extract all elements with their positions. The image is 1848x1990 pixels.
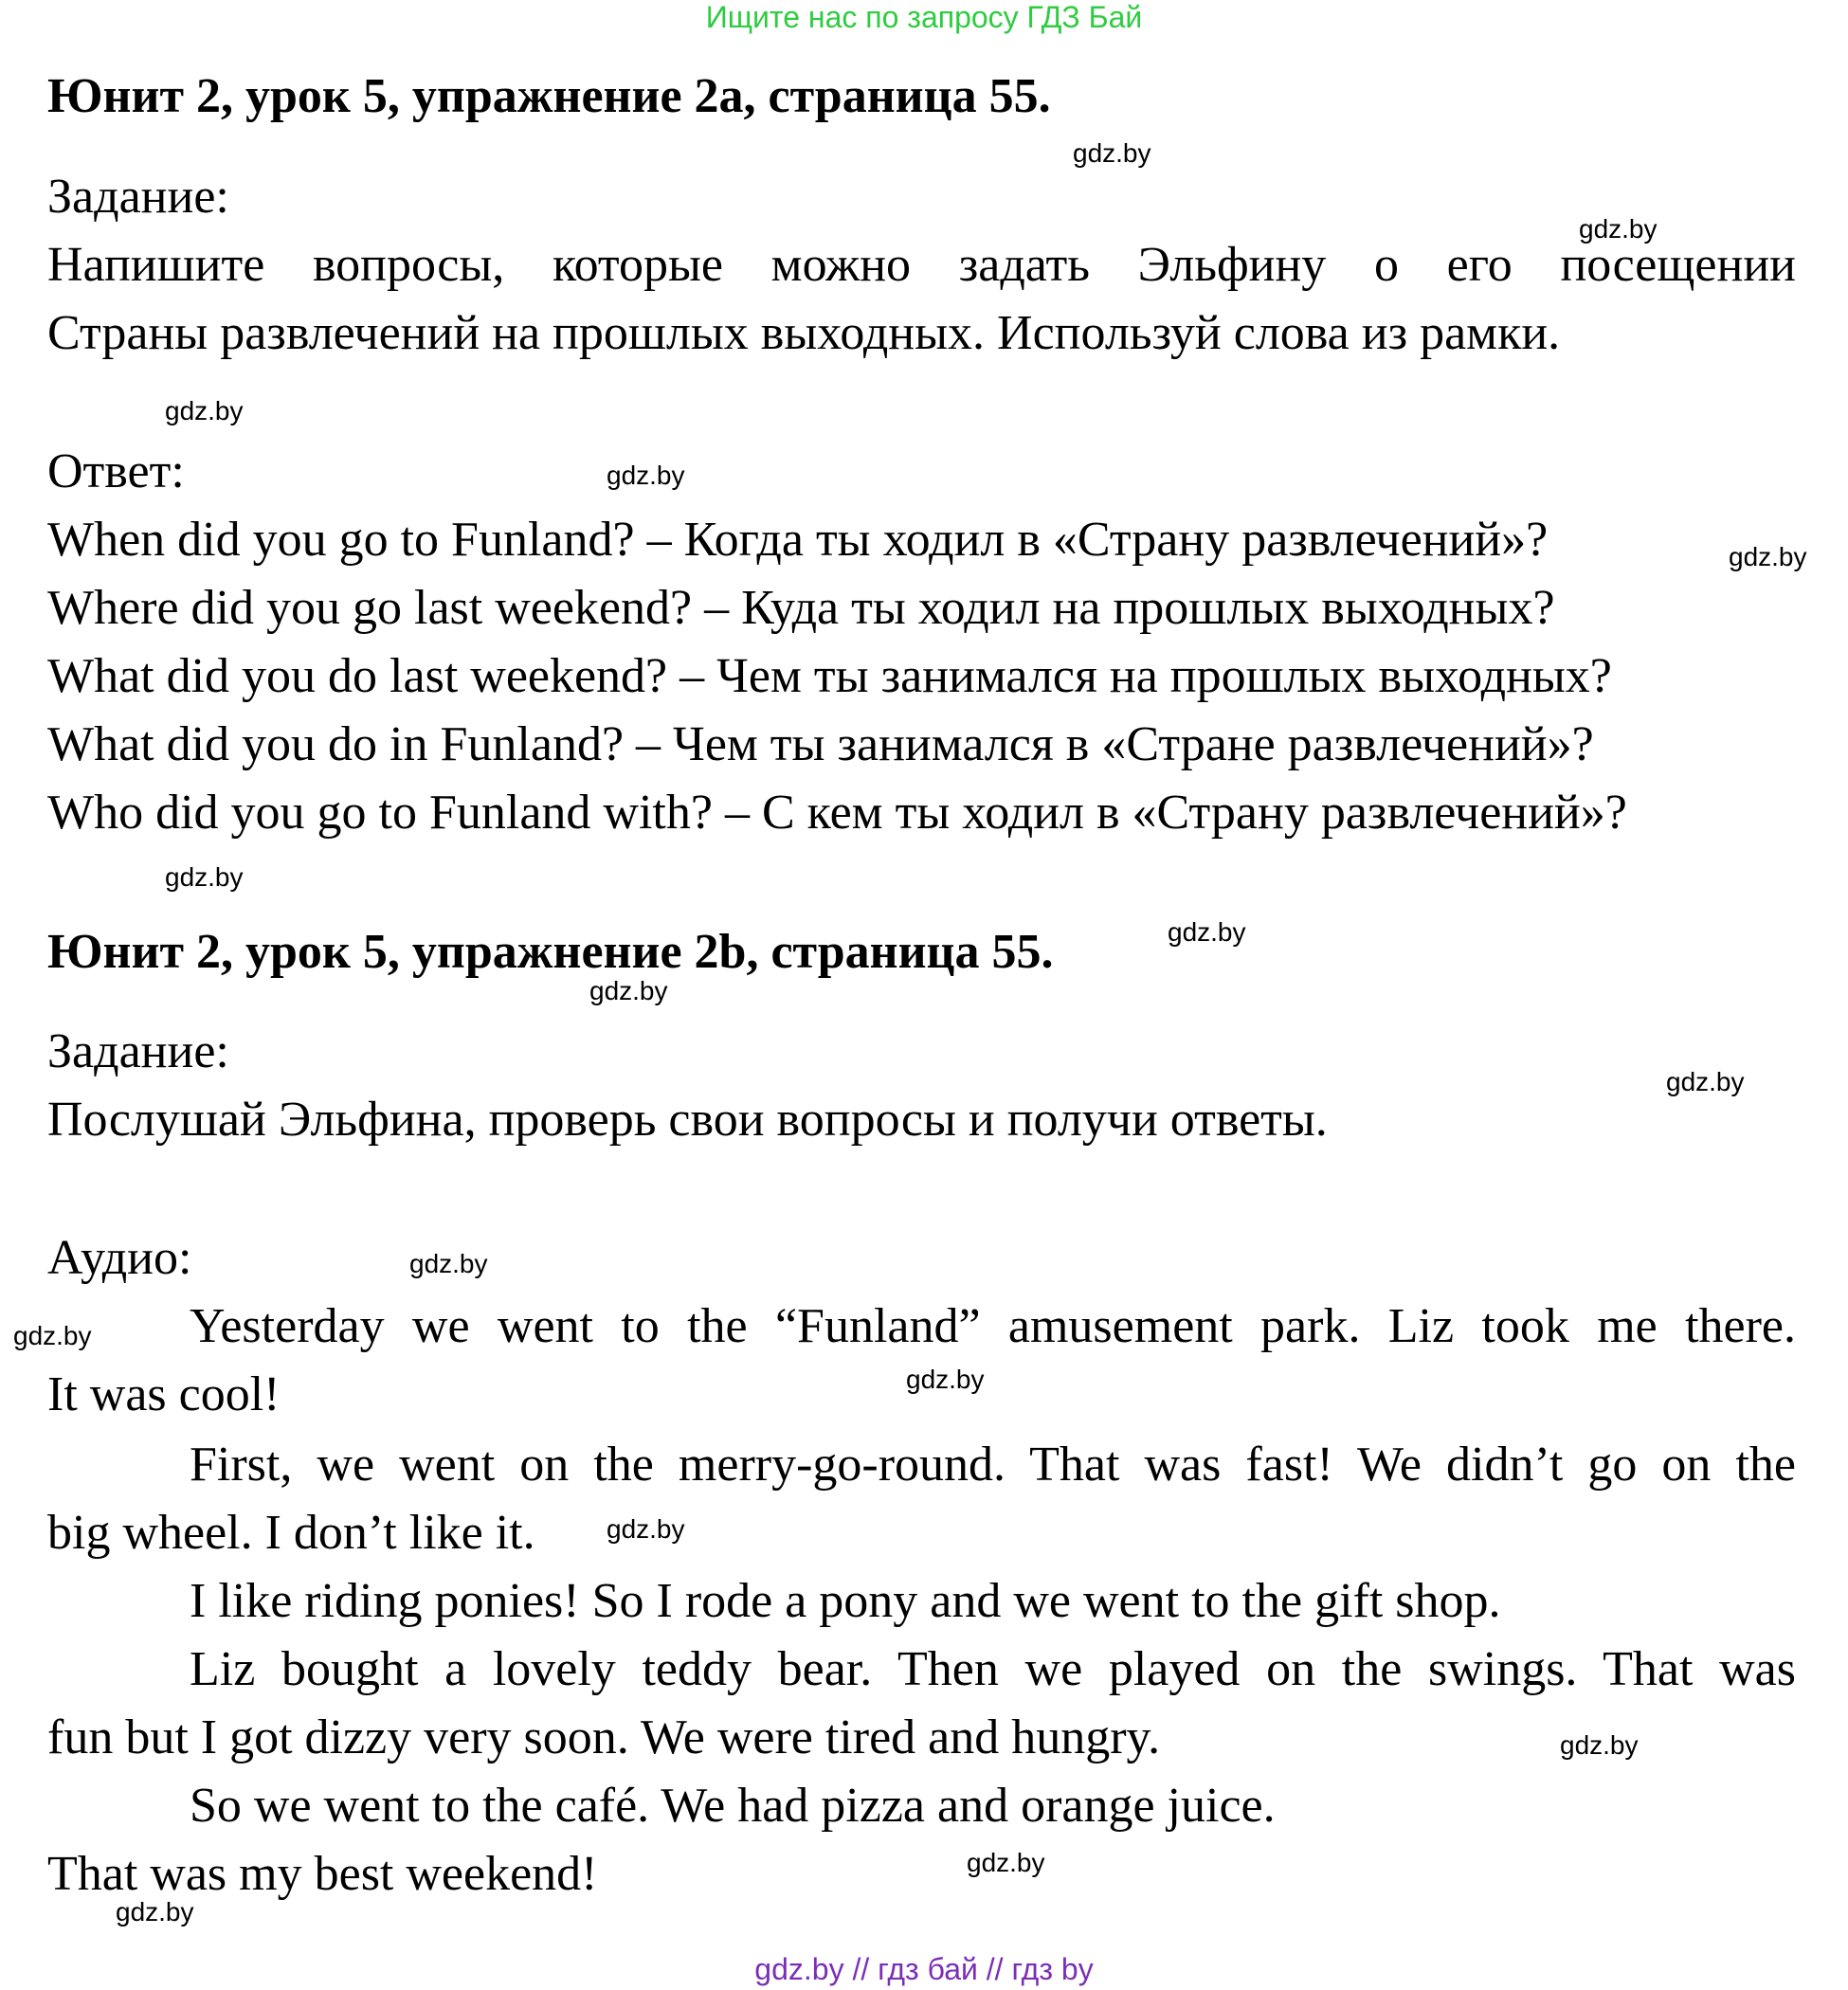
task-label-2a: Задание: [47, 170, 229, 224]
watermark: gdz.by [1168, 917, 1246, 947]
audio-line-6: Liz bought a lovely teddy bear. Then we played on the swings. That was [190, 1642, 1796, 1696]
answer-line-2: Where did you go last weekend? – Куда ты ходил на прошлых выходных? [47, 581, 1555, 635]
watermark: gdz.by [13, 1321, 92, 1350]
audio-label: Аудио: [47, 1231, 192, 1285]
watermark: gdz.by [607, 1514, 685, 1544]
audio-line-8: So we went to the café. We had pizza and orange juice. [190, 1779, 1276, 1833]
answer-line-5: Who did you go to Funland with? – С кем ты ходил в «Страну развлечений»? [47, 786, 1627, 840]
watermark: gdz.by [409, 1249, 488, 1278]
top-banner: Ищите нас по запросу ГДЗ Бай [705, 0, 1143, 34]
watermark: gdz.by [1579, 214, 1658, 244]
audio-line-7: fun but I got dizzy very soon. We were tired and hungry. [47, 1710, 1161, 1764]
audio-line-2: It was cool! [47, 1367, 281, 1421]
task-line-2b: Послушай Эльфина, проверь свои вопросы и получи ответы. [47, 1093, 1328, 1147]
watermark: gdz.by [967, 1848, 1045, 1877]
audio-line-3: First, we went on the merry-go-round. That was fast! We didn’t go on the [190, 1438, 1796, 1492]
watermark: gdz.by [589, 976, 668, 1005]
watermark: gdz.by [1729, 542, 1807, 571]
answer-line-1: When did you go to Funland? – Когда ты ходил в «Страну развлечений»? [47, 513, 1549, 567]
answer-label-2a: Ответ: [47, 444, 185, 498]
watermark: gdz.by [607, 461, 685, 490]
exercise-2a-heading: Юнит 2, урок 5, упражнение 2a, страница 55. [47, 69, 1051, 123]
answer-line-3: What did you do last weekend? – Чем ты занимался на прошлых выходных? [47, 649, 1612, 703]
audio-line-1: Yesterday we went to the “Funland” amusement park. Liz took me there. [190, 1299, 1796, 1353]
bottom-footer: gdz.by // гдз бай // гдз by [754, 1952, 1094, 1986]
task-line-2a-1: Напишите вопросы, которые можно задать Эльфину о его посещении [47, 238, 1796, 292]
audio-line-9: That was my best weekend! [47, 1847, 598, 1901]
watermark: gdz.by [1560, 1730, 1639, 1760]
answer-line-4: What did you do in Funland? – Чем ты занимался в «Стране развлечений»? [47, 717, 1594, 771]
exercise-2b-heading: Юнит 2, урок 5, упражнение 2b, страница 55. [47, 925, 1054, 979]
watermark: gdz.by [116, 1897, 194, 1927]
watermark: gdz.by [906, 1365, 985, 1394]
task-label-2b: Задание: [47, 1024, 229, 1078]
audio-line-4: big wheel. I don’t like it. [47, 1506, 535, 1560]
task-line-2a-2: Страны развлечений на прошлых выходных. Используй слова из рамки. [47, 306, 1561, 360]
watermark: gdz.by [165, 396, 244, 425]
audio-line-5: I like riding ponies! So I rode a pony and we went to the gift shop. [190, 1574, 1501, 1628]
watermark: gdz.by [1073, 138, 1151, 168]
watermark: gdz.by [165, 862, 244, 892]
watermark: gdz.by [1666, 1067, 1745, 1096]
